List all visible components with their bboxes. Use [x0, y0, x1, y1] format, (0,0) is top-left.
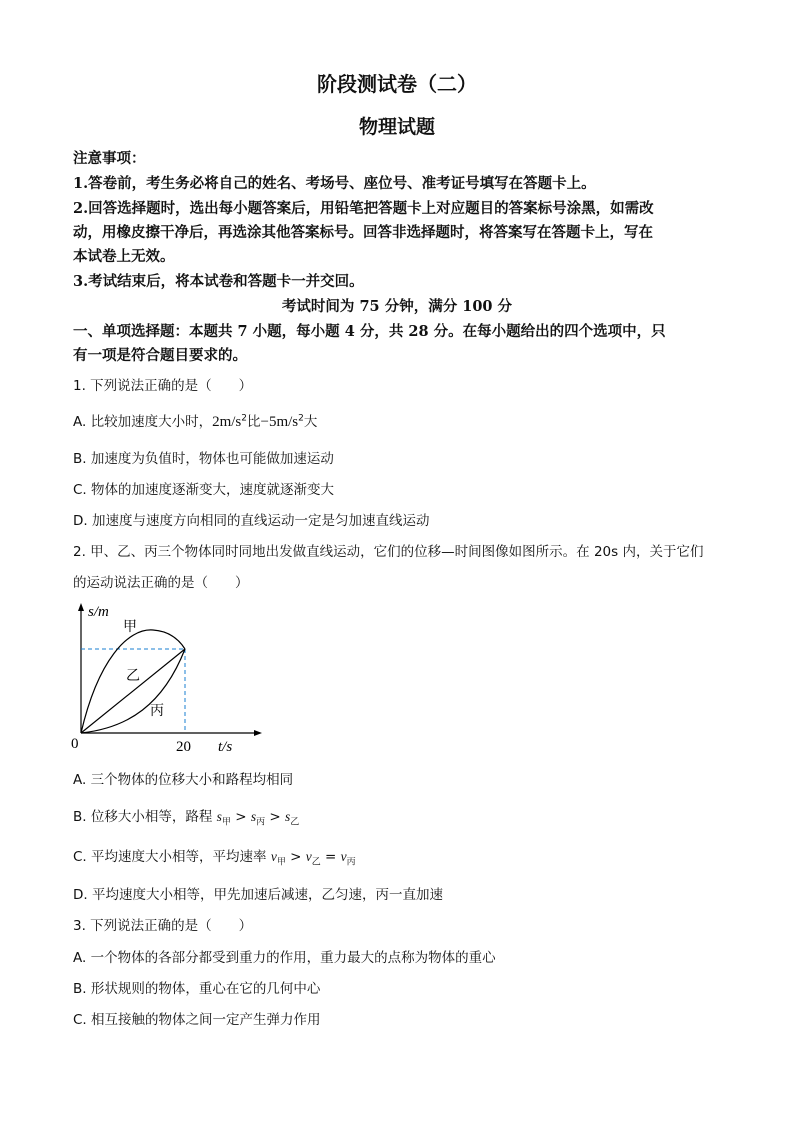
sub-jia: 甲 — [276, 857, 286, 868]
q2-stem-line2: 的运动说法正确的是（ ） — [73, 575, 249, 591]
q1-stem: 1. 下列说法正确的是（ ） — [73, 378, 253, 394]
q1-exponent-1: 2 — [241, 413, 248, 424]
note-item-2-line3: 本试卷上无效。 — [73, 248, 175, 265]
sub-bing: 丙 — [256, 817, 266, 828]
q3-option-b: B. 形状规则的物体，重心在它的几何中心 — [73, 981, 321, 997]
label-yi: 乙 — [126, 669, 140, 684]
q3-option-c: C. 相互接触的物体之间一定产生弹力作用 — [73, 1012, 321, 1028]
y-axis-arrow — [78, 603, 84, 611]
v-symbol: v — [340, 849, 347, 864]
note-item-2-line2: 动，用橡皮擦干净后，再选涂其他答案标号。回答非选择题时，将答案写在答题卡上，写在 — [73, 224, 653, 241]
q3-stem: 3. 下列说法正确的是（ ） — [73, 918, 253, 934]
notes-heading: 注意事项： — [73, 150, 146, 167]
s-symbol: s — [216, 809, 222, 824]
label-jia: 甲 — [123, 620, 137, 635]
eq-sign: = — [320, 849, 341, 865]
section1-heading-line1: 一、单项选择题：本题共 7 小题，每小题 4 分，共 28 分。在每小题给出的四个选项中，只 — [73, 323, 666, 340]
line-yi — [81, 649, 185, 733]
q1-option-a-compare: 比 — [247, 414, 261, 430]
q1-exponent-2: 2 — [298, 413, 304, 424]
y-axis-label: s/m — [88, 604, 109, 620]
q2-stem-line1: 2. 甲、乙、丙三个物体同时同地出发做直线运动，它们的位移—时间图像如图所示。在 20s 内，关于它们 — [73, 544, 704, 560]
q1-value-2: −5m/s — [260, 414, 299, 430]
section1-heading-line2: 有一项是符合题目要求的。 — [73, 347, 247, 364]
note-item-1: 1.答卷前，考生务必将自己的姓名、考场号、座位号、准考证号填写在答题卡上。 — [73, 175, 596, 192]
x-axis-label: t/s — [218, 739, 233, 755]
q1-option-d: D. 加速度与速度方向相同的直线运动一定是匀加速直线运动 — [73, 513, 430, 529]
q3-option-a: A. 一个物体的各部分都受到重力的作用，重力最大的点称为物体的重心 — [73, 950, 496, 966]
origin-label: 0 — [71, 736, 79, 752]
label-bing: 丙 — [150, 704, 164, 719]
gt-sign: > — [230, 809, 251, 825]
exam-time-note: 考试时间为 75 分钟，满分 100 分 — [281, 298, 513, 315]
page-subtitle: 物理试题 — [358, 116, 435, 138]
q1-option-b: B. 加速度为负值时，物体也可能做加速运动 — [73, 451, 334, 467]
sub-yi: 乙 — [290, 817, 300, 828]
q2-option-c — [73, 845, 356, 868]
q1-option-a-suffix: 大 — [303, 414, 318, 430]
q1-option-a-prefix: A. 比较加速度大小时， — [73, 414, 213, 430]
v-symbol: v — [270, 849, 277, 864]
gt-sign: > — [285, 849, 306, 865]
x-axis-arrow — [254, 730, 262, 736]
position-time-graph — [68, 600, 268, 758]
sub-bing: 丙 — [346, 857, 356, 868]
note-item-2-line1: 2.回答选择题时，选出每小题答案后，用铅笔把答题卡上对应题目的答案标号涂黑，如需改 — [73, 200, 654, 217]
note-item-3: 3.考试结束后，将本试卷和答题卡一并交回。 — [73, 273, 364, 290]
q2-option-d: D. 平均速度大小相等，甲先加速后减速，乙匀速，丙一直加速 — [73, 887, 443, 903]
gt-sign: > — [265, 809, 286, 825]
v-symbol: v — [305, 849, 312, 864]
page-title: 阶段测试卷（二） — [317, 72, 477, 96]
q2-option-b — [73, 805, 299, 828]
s-symbol: s — [250, 809, 257, 824]
q2-option-a: A. 三个物体的位移大小和路程均相同 — [73, 772, 294, 788]
s-symbol: s — [285, 809, 291, 824]
q2-option-b-prefix: B. 位移大小相等，路程 — [73, 809, 217, 825]
sub-yi: 乙 — [311, 857, 321, 868]
x-tick-20: 20 — [176, 739, 191, 755]
sub-jia: 甲 — [221, 817, 231, 828]
q1-value-1: 2m/s — [212, 414, 242, 430]
q1-option-a — [73, 410, 317, 431]
q1-option-c: C. 物体的加速度逐渐变大，速度就逐渐变大 — [73, 482, 335, 498]
q2-option-c-prefix: C. 平均速度大小相等，平均速率 — [73, 849, 271, 865]
